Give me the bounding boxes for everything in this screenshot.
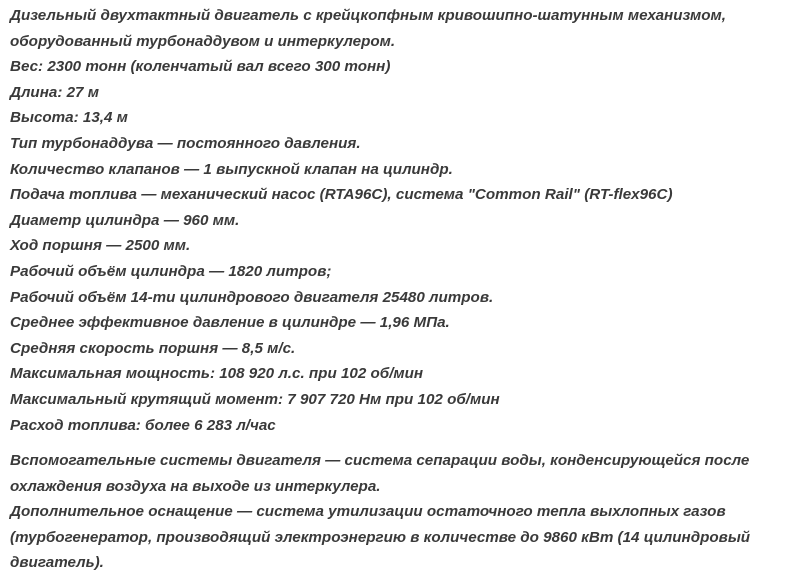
- auxiliary-paragraph: [10, 448, 794, 576]
- spec-line-mean-pressure: Среднее эффективное давление в цилиндре — 1,96 МПа.: [10, 314, 450, 332]
- spec-line-fuel-supply: Подача топлива — механический насос (RTA96C), система "Common Rail" (RT-flex96C): [10, 186, 673, 204]
- spec-line-cylinder-volume: Рабочий объём цилиндра — 1820 литров;: [10, 262, 332, 280]
- spec-line-height: Высота: 13,4 м: [10, 109, 128, 127]
- spec-line-max-power: Максимальная мощность: 108 920 л.с. при 102 об/мин: [10, 365, 424, 383]
- spec-line-length: Длина: 27 м: [10, 83, 99, 101]
- spec-line-bore: Диаметр цилиндра — 960 мм.: [10, 211, 240, 229]
- spec-line-description: Дизельный двухтактный двигатель с крейцкопфным кривошипно-шатунным механизмом, оборудованный турбонаддувом и интеркулером.: [10, 7, 726, 50]
- aux-line-water-separation: Вспомогательные системы двигателя — система сепарации воды, конденсирующейся после охлаждения воздуха на выходе из интеркулера.: [10, 452, 750, 495]
- spec-line-turbo-type: Тип турбонаддува — постоянного давления.: [10, 134, 361, 152]
- spec-line-piston-speed: Средняя скорость поршня — 8,5 м/с.: [10, 339, 296, 357]
- engine-spec-document: [10, 3, 794, 576]
- spec-line-max-torque: Максимальный крутящий момент: 7 907 720 Нм при 102 об/мин: [10, 390, 500, 408]
- spec-line-valves: Количество клапанов — 1 выпускной клапан на цилиндр.: [10, 160, 453, 178]
- spec-line-total-volume: Рабочий объём 14-ти цилиндрового двигателя 25480 литров.: [10, 288, 494, 306]
- spec-line-stroke: Ход поршня — 2500 мм.: [10, 237, 191, 255]
- aux-line-heat-recovery: Дополнительное оснащение — система утилизации остаточного тепла выхлопных газов (турбогенератор, производящий электроэнергию в количестве до 9860 кВт (14 цилиндровый двигатель).: [10, 503, 751, 572]
- spec-line-fuel-consumption: Расход топлива: более 6 283 л/час: [10, 416, 276, 434]
- spec-line-weight: Вес: 2300 тонн (коленчатый вал всего 300 тонн): [10, 58, 391, 76]
- paragraph-gap: [10, 438, 794, 448]
- specs-paragraph: [10, 3, 794, 438]
